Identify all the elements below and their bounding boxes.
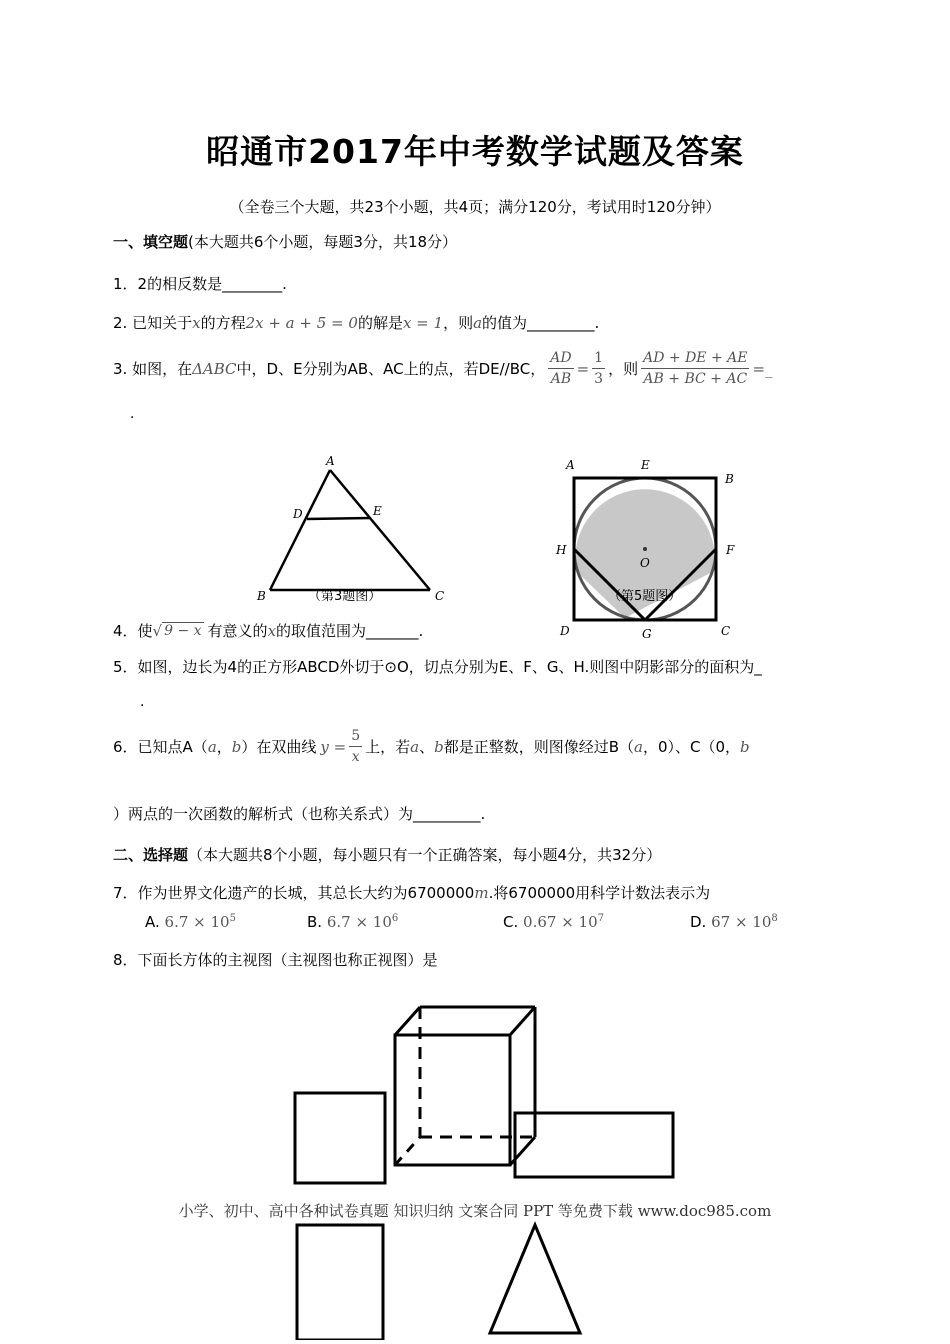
q6-comma: ， — [216, 738, 232, 756]
q6-var-b: b — [231, 737, 242, 756]
q7-option-c[interactable]: C. $0.67 \times 10^7$ — [503, 913, 604, 931]
q3-text-c: ，则 — [608, 360, 639, 378]
q2-text-c: 的解是 — [357, 314, 403, 332]
q6-fraction: $\frac{5}{x}$ — [351, 728, 361, 765]
side-ab — [270, 470, 330, 590]
exam-info: （全卷三个大题，共23个小题，共4页；满分120分，考试用时120分钟） — [229, 198, 721, 216]
label-c: C — [435, 589, 445, 603]
label-d: D — [293, 507, 303, 521]
q6-text-d: 都是正整数，则图像经过B（ — [443, 738, 635, 756]
q2-solution: x = 1 — [402, 314, 444, 332]
question-6 — [113, 726, 750, 767]
figure-5-square-circle — [548, 452, 748, 644]
label-a: A — [566, 458, 575, 472]
label-c: C — [721, 624, 731, 638]
q3-equals: = — [576, 359, 590, 378]
label-o: O — [640, 556, 650, 570]
q6-var-b3: b — [740, 737, 750, 756]
q7-unit: m — [474, 884, 489, 902]
question-3 — [113, 348, 773, 389]
side-ac — [330, 470, 430, 590]
q6-var-a: a — [207, 737, 217, 756]
label-a: A — [326, 454, 335, 468]
figure-8-cuboid-and-options — [280, 995, 700, 1340]
label-g: G — [642, 627, 652, 641]
label-e: E — [641, 458, 650, 472]
q3-fraction-perimeter: $\frac{AD + DE + AE}{AB + BC + AC}$ — [643, 350, 748, 387]
question-8: 8．下面长方体的主视图（主视图也称正视图）是 — [113, 951, 438, 969]
option-wide-rectangle — [515, 1113, 673, 1177]
q3-fraction-ad-ab: $\frac{AD}{AB}$ — [550, 350, 572, 387]
section-2-note: （本大题共8个小题，每小题只有一个正确答案，每小题4分，共32分） — [188, 846, 662, 864]
figure-3-triangle — [250, 450, 460, 610]
q2-var-x: x — [192, 314, 201, 332]
q7-text-a: 7．作为世界文化遗产的长城，其总长大约为6700000 — [113, 884, 475, 902]
q7-text-b: .将6700000用科学计数法表示为 — [488, 884, 711, 902]
label-d: D — [560, 624, 570, 638]
q3-fraction-one-third: $\frac{1}{3}$ — [594, 350, 604, 387]
sqrt-symbol: √ — [152, 621, 163, 640]
q6-sep: 、 — [419, 738, 435, 756]
q3-triangle: ΔABC — [192, 359, 237, 378]
section-1-heading: 一、填空题 — [113, 233, 189, 251]
figure-5-caption: （第5题图） — [608, 589, 682, 604]
q2-var-a: a — [473, 314, 483, 332]
label-h: H — [556, 543, 567, 557]
q6-text-c: 上，若 — [365, 738, 411, 756]
q7-option-a[interactable]: A. $6.7 \times 10^5$ — [145, 913, 236, 931]
question-4 — [113, 620, 423, 641]
q7-option-b[interactable]: B. $6.7 \times 10^6$ — [307, 913, 399, 931]
section-2-header — [113, 844, 661, 865]
q7-option-d[interactable]: D. $67 \times 10^8$ — [690, 913, 778, 931]
label-f: F — [726, 543, 735, 557]
question-2 — [113, 312, 599, 333]
q2-text-a: 2. 已知关于 — [113, 314, 193, 332]
footer-watermark: 小学、初中、高中各种试卷真题 知识归纳 文案合同 PPT 等免费下载 www.doc985.com — [178, 1202, 772, 1220]
q4-radicand: 9 − x — [164, 623, 202, 639]
center-point — [643, 547, 647, 551]
option-tall-rectangle — [297, 1225, 383, 1340]
q3-text-b: 中，D、E分别为AB、AC上的点，若DE//BC， — [236, 360, 546, 378]
q6-var-a3: a — [634, 737, 643, 756]
q6-var-b2: b — [434, 737, 444, 756]
figure-3-caption: （第3题图） — [308, 589, 382, 604]
q2-text-b: 的方程 — [200, 314, 246, 332]
q2-equation: 2x + a + 5 = 0 — [245, 314, 358, 332]
q2-text-e: 的值为_________. — [482, 314, 600, 332]
label-b: B — [725, 472, 734, 486]
option-triangle — [490, 1225, 580, 1333]
section-1-header — [113, 231, 457, 252]
q6-text-e: ，0）、C（0， — [642, 738, 741, 756]
q3-equals-blank: =_ — [752, 359, 773, 378]
page-title: 昭通市2017年中考数学试题及答案 — [206, 132, 744, 171]
q3-text-a: 3. 如图，在 — [113, 360, 193, 378]
section-1-note: (本大题共6个小题，每题3分，共18分） — [188, 233, 458, 251]
q4-var-x: x — [267, 621, 277, 640]
option-square — [295, 1093, 385, 1183]
q4-text-a: 4．使 — [113, 622, 153, 640]
q6-text-a: 6．已知点A（ — [113, 738, 208, 756]
label-b: B — [257, 589, 266, 603]
label-e: E — [373, 504, 382, 518]
segment-de — [307, 518, 370, 519]
q6-y-equals: y = — [320, 737, 347, 756]
q3-dot: . — [130, 406, 135, 422]
q6-text-b: ）在双曲线 — [241, 738, 317, 756]
q5-dot: . — [140, 694, 145, 710]
question-5: 5．如图，边长为4的正方形ABCD外切于⊙O，切点分别为E、F、G、H.则图中阴影部分的面积为_ — [113, 658, 762, 676]
q2-text-d: ，则 — [443, 314, 474, 332]
question-1: 1．2的相反数是________. — [113, 275, 287, 293]
q6-var-a2: a — [410, 737, 420, 756]
q4-text-c: 的取值范围为_______. — [276, 622, 424, 640]
question-7 — [113, 882, 710, 903]
q4-text-b: 有意义的 — [207, 622, 268, 640]
section-2-heading: 二、选择题 — [113, 846, 189, 864]
question-6-continued: ）两点的一次函数的解析式（也称关系式）为_________. — [113, 805, 486, 823]
